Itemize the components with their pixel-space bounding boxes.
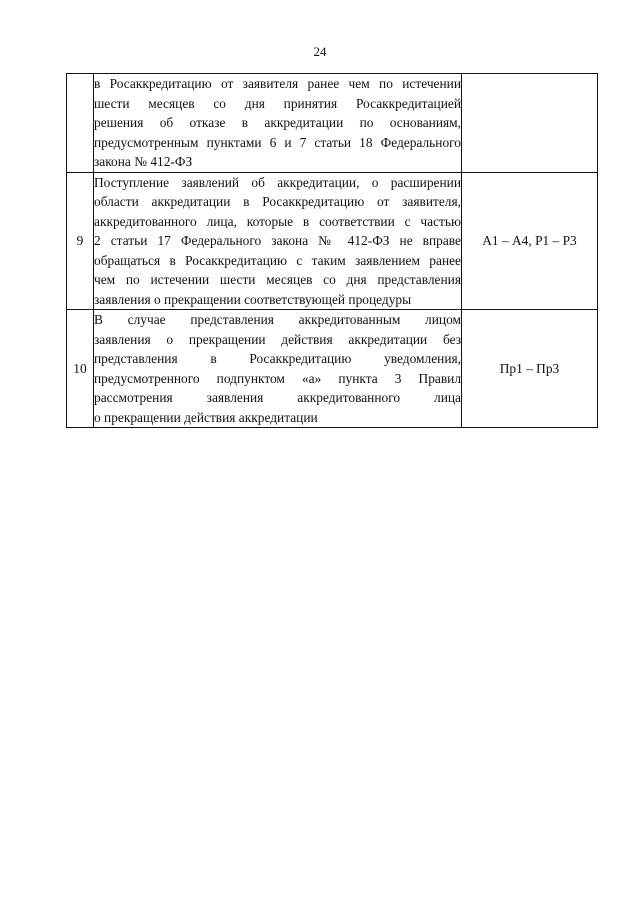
text-line: области аккредитации в Росаккредитацию от заявителя, bbox=[94, 194, 461, 209]
text-line: чем по истечении шести месяцев со дня представления bbox=[94, 272, 461, 287]
text-line: 2 статьи 17 Федерального закона № 412-ФЗ не вправе bbox=[94, 233, 461, 248]
text-line: Поступление заявлений об аккредитации, о расширении bbox=[94, 174, 461, 190]
text-line: закона № 412-ФЗ bbox=[94, 154, 193, 169]
text-line: В случае представления аккредитованным лицом bbox=[94, 312, 461, 327]
code-label: А1 – А4, Р1 – Р3 bbox=[482, 233, 577, 248]
row-code-cell bbox=[462, 310, 598, 428]
page-number: 24 bbox=[313, 44, 327, 59]
text-line: рассмотрения заявления аккредитованного лица bbox=[94, 390, 461, 405]
row-code-cell bbox=[462, 172, 598, 310]
text-line: аккредитованного лица, которые в соответствии с частью bbox=[94, 213, 461, 229]
row-text-cell bbox=[94, 172, 462, 310]
text-line: обращаться в Росаккредитацию с таким заявлением ранее bbox=[94, 252, 461, 268]
text-line: в Росаккредитацию от заявителя ранее чем по истечении bbox=[94, 76, 461, 91]
code-label: Пр1 – Пр3 bbox=[499, 360, 560, 376]
text-line: предусмотренного подпунктом «а» пункта 3 Правил bbox=[94, 370, 461, 386]
text-line: шести месяцев со дня принятия Росаккредитацией bbox=[94, 95, 461, 111]
text-line: предусмотренным пунктами 6 и 7 статьи 18 Федерального bbox=[94, 134, 461, 150]
row-number-cell: 10 bbox=[67, 310, 94, 428]
text-line: заявления о прекращении соответствующей процедуры bbox=[94, 291, 412, 307]
row-text-cell bbox=[94, 74, 462, 173]
text-line: представления в Росаккредитацию уведомления, bbox=[94, 351, 461, 366]
text-line: заявления о прекращении действия аккредитации без bbox=[94, 331, 461, 347]
text-line: решения об отказе в аккредитации по основаниям, bbox=[94, 115, 461, 130]
table-row bbox=[67, 74, 598, 173]
table-row bbox=[67, 172, 598, 310]
row-number-cell bbox=[67, 74, 94, 173]
row-code-cell bbox=[462, 74, 598, 173]
row-text-cell bbox=[94, 310, 462, 428]
text-line: о прекращении действия аккредитации bbox=[94, 409, 318, 425]
row-number-cell: 9 bbox=[67, 172, 94, 310]
table-row bbox=[67, 310, 598, 428]
requirements-table bbox=[66, 73, 598, 428]
